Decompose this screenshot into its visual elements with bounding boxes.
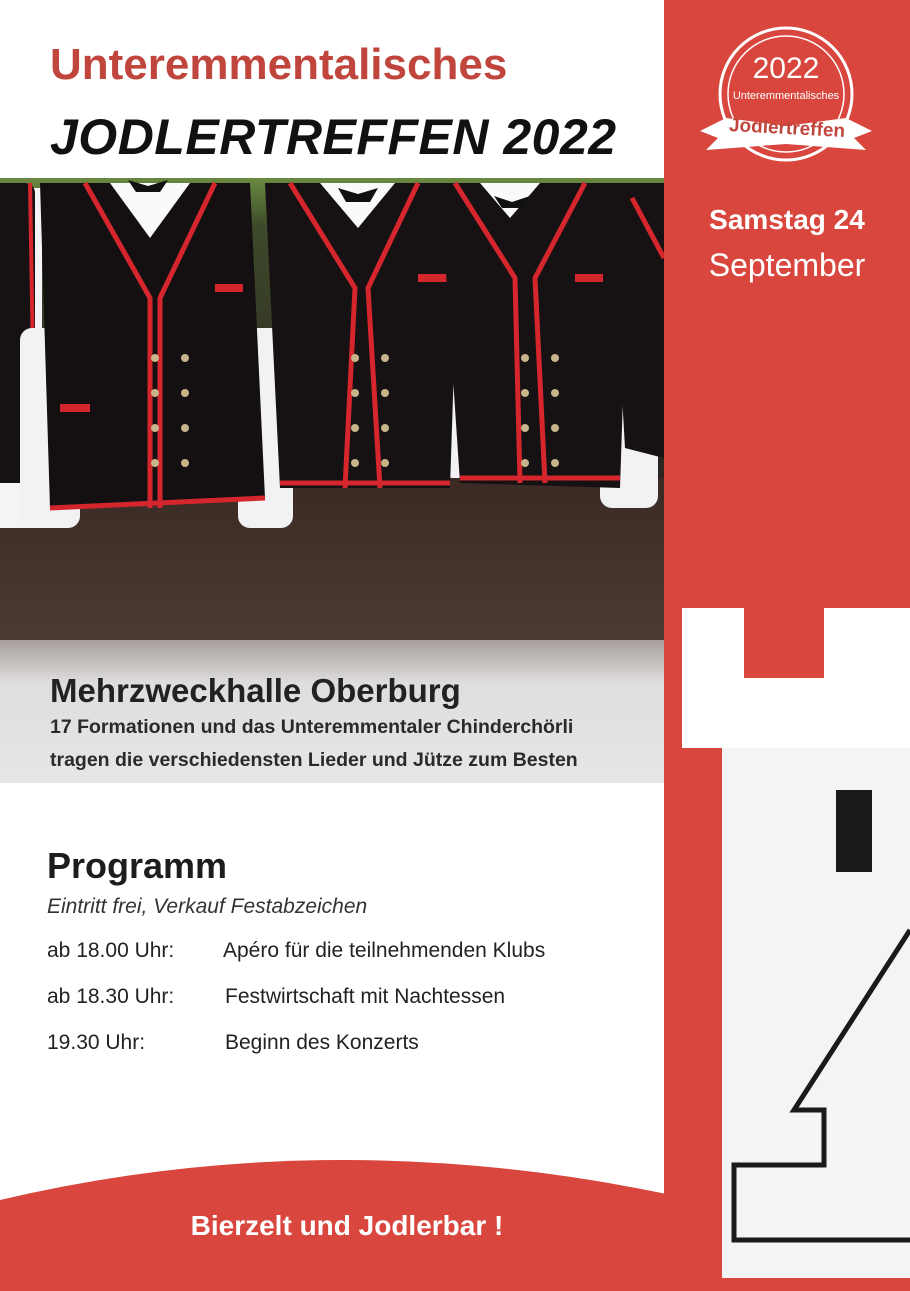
seal-year: 2022 [752,52,820,85]
program-desc: Apéro für die teilnehmenden Klubs [223,939,546,962]
program-desc: Beginn des Konzerts [225,1031,419,1054]
program-time: 19.30 Uhr: [47,1031,146,1054]
event-subtitle: Unteremmentalisches [50,40,508,89]
program-time: ab 18.00 Uhr: [47,939,175,962]
program-note: Eintritt frei, Verkauf Festabzeichen [47,895,368,918]
event-date-month: September [708,247,866,283]
side-panel [664,0,910,1291]
castle-tower-graphic [664,0,910,1291]
program-desc: Festwirtschaft mit Nachtessen [225,985,506,1008]
program-title: Programm [47,845,228,886]
event-date-day: Samstag 24 [709,204,865,235]
seal-ribbon-text: Jodlertreffen [728,114,846,143]
venue-line-2: tragen die verschiedensten Lieder und Jütze zum Besten [50,749,578,771]
program-time: ab 18.30 Uhr: [47,985,175,1008]
event-title: JODLERTREFFEN 2022 [50,109,617,165]
venue-title: Mehrzweckhalle Oberburg [50,672,461,709]
seal-name: Unteremmentalisches [732,90,840,102]
footer-slogan: Bierzelt und Jodlerbar ! [190,1210,504,1241]
venue-line-1: 17 Formationen und das Unteremmentaler Chinderchörli [50,716,574,738]
